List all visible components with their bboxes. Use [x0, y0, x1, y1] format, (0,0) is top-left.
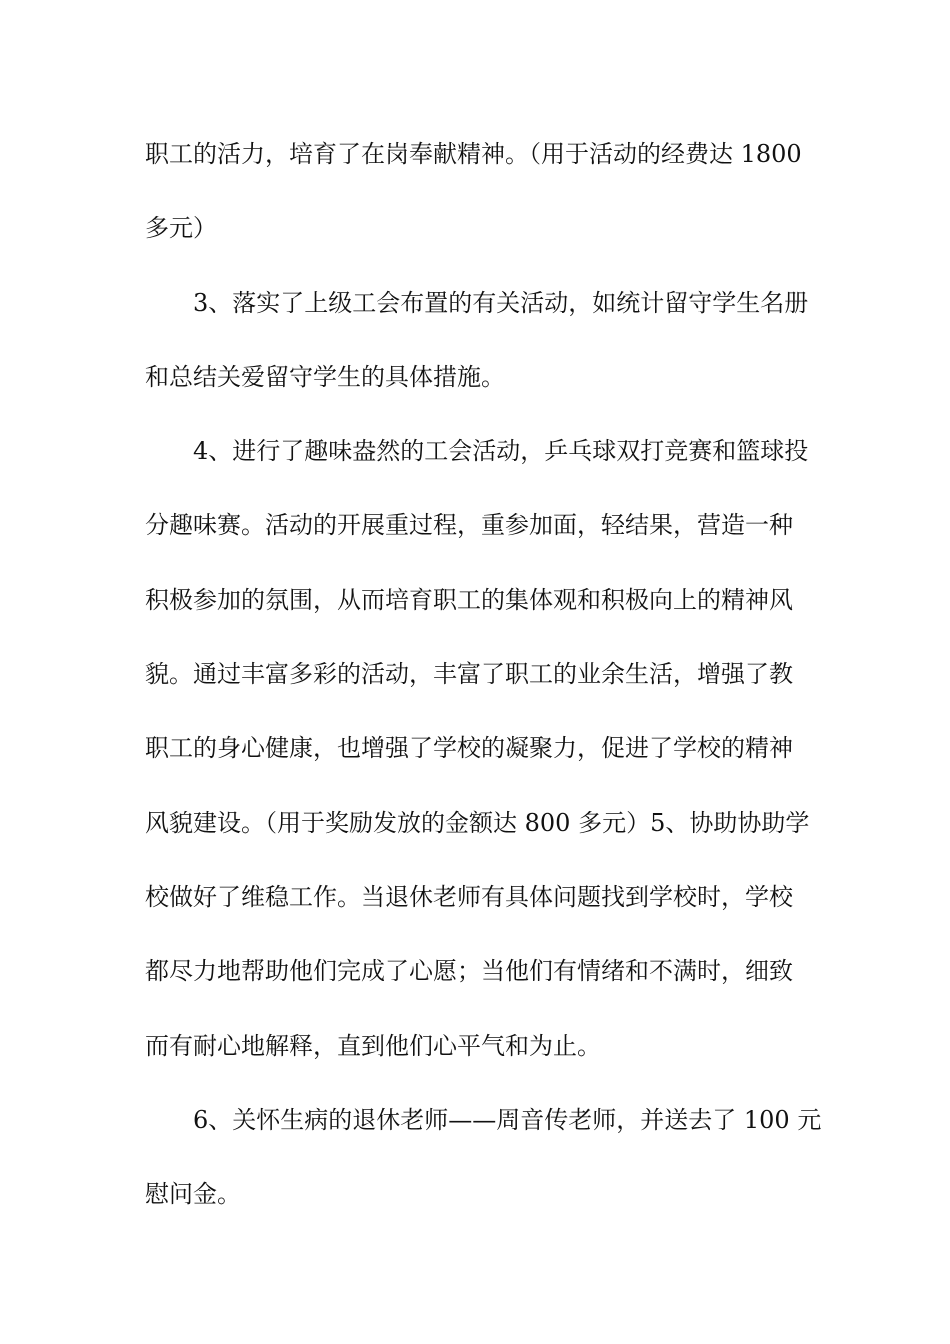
text-line-2: 多元）: [145, 214, 217, 242]
paragraph-6-line-1: 6、关怀生病的退休老师——周音传老师，并送去了 100 元: [193, 1106, 822, 1134]
paragraph-3-line-1: 3、落实了上级工会布置的有关活动，如统计留守学生名册: [193, 289, 809, 317]
paragraph-4-line-2: 分趣味赛。活动的开展重过程，重参加面，轻结果，营造一种: [145, 511, 793, 539]
paragraph-4-line-1: 4、进行了趣味盎然的工会活动，乒乓球双打竞赛和篮球投: [193, 437, 809, 465]
text-line-1: 职工的活力，培育了在岗奉献精神。（用于活动的经费达 1800: [145, 140, 802, 168]
paragraph-4-line-3: 积极参加的氛围，从而培育职工的集体观和积极向上的精神风: [145, 586, 793, 614]
paragraph-5-line-4: 而有耐心地解释，直到他们心平气和为止。: [145, 1032, 601, 1060]
paragraph-5-line-3: 都尽力地帮助他们完成了心愿；当他们有情绪和不满时，细致: [145, 957, 793, 985]
paragraph-3-line-2: 和总结关爱留守学生的具体措施。: [145, 363, 505, 391]
paragraph-5-line-2: 校做好了维稳工作。当退休老师有具体问题找到学校时，学校: [145, 883, 793, 911]
paragraph-4-line-4: 貌。通过丰富多彩的活动，丰富了职工的业余生活，增强了教: [145, 660, 793, 688]
paragraph-4-line-5: 职工的身心健康，也增强了学校的凝聚力，促进了学校的精神: [145, 734, 793, 762]
paragraph-6-line-2: 慰问金。: [145, 1180, 241, 1208]
paragraph-4-line-6: 风貌建设。（用于奖励发放的金额达 800 多元）5、协助协助学: [145, 809, 810, 837]
